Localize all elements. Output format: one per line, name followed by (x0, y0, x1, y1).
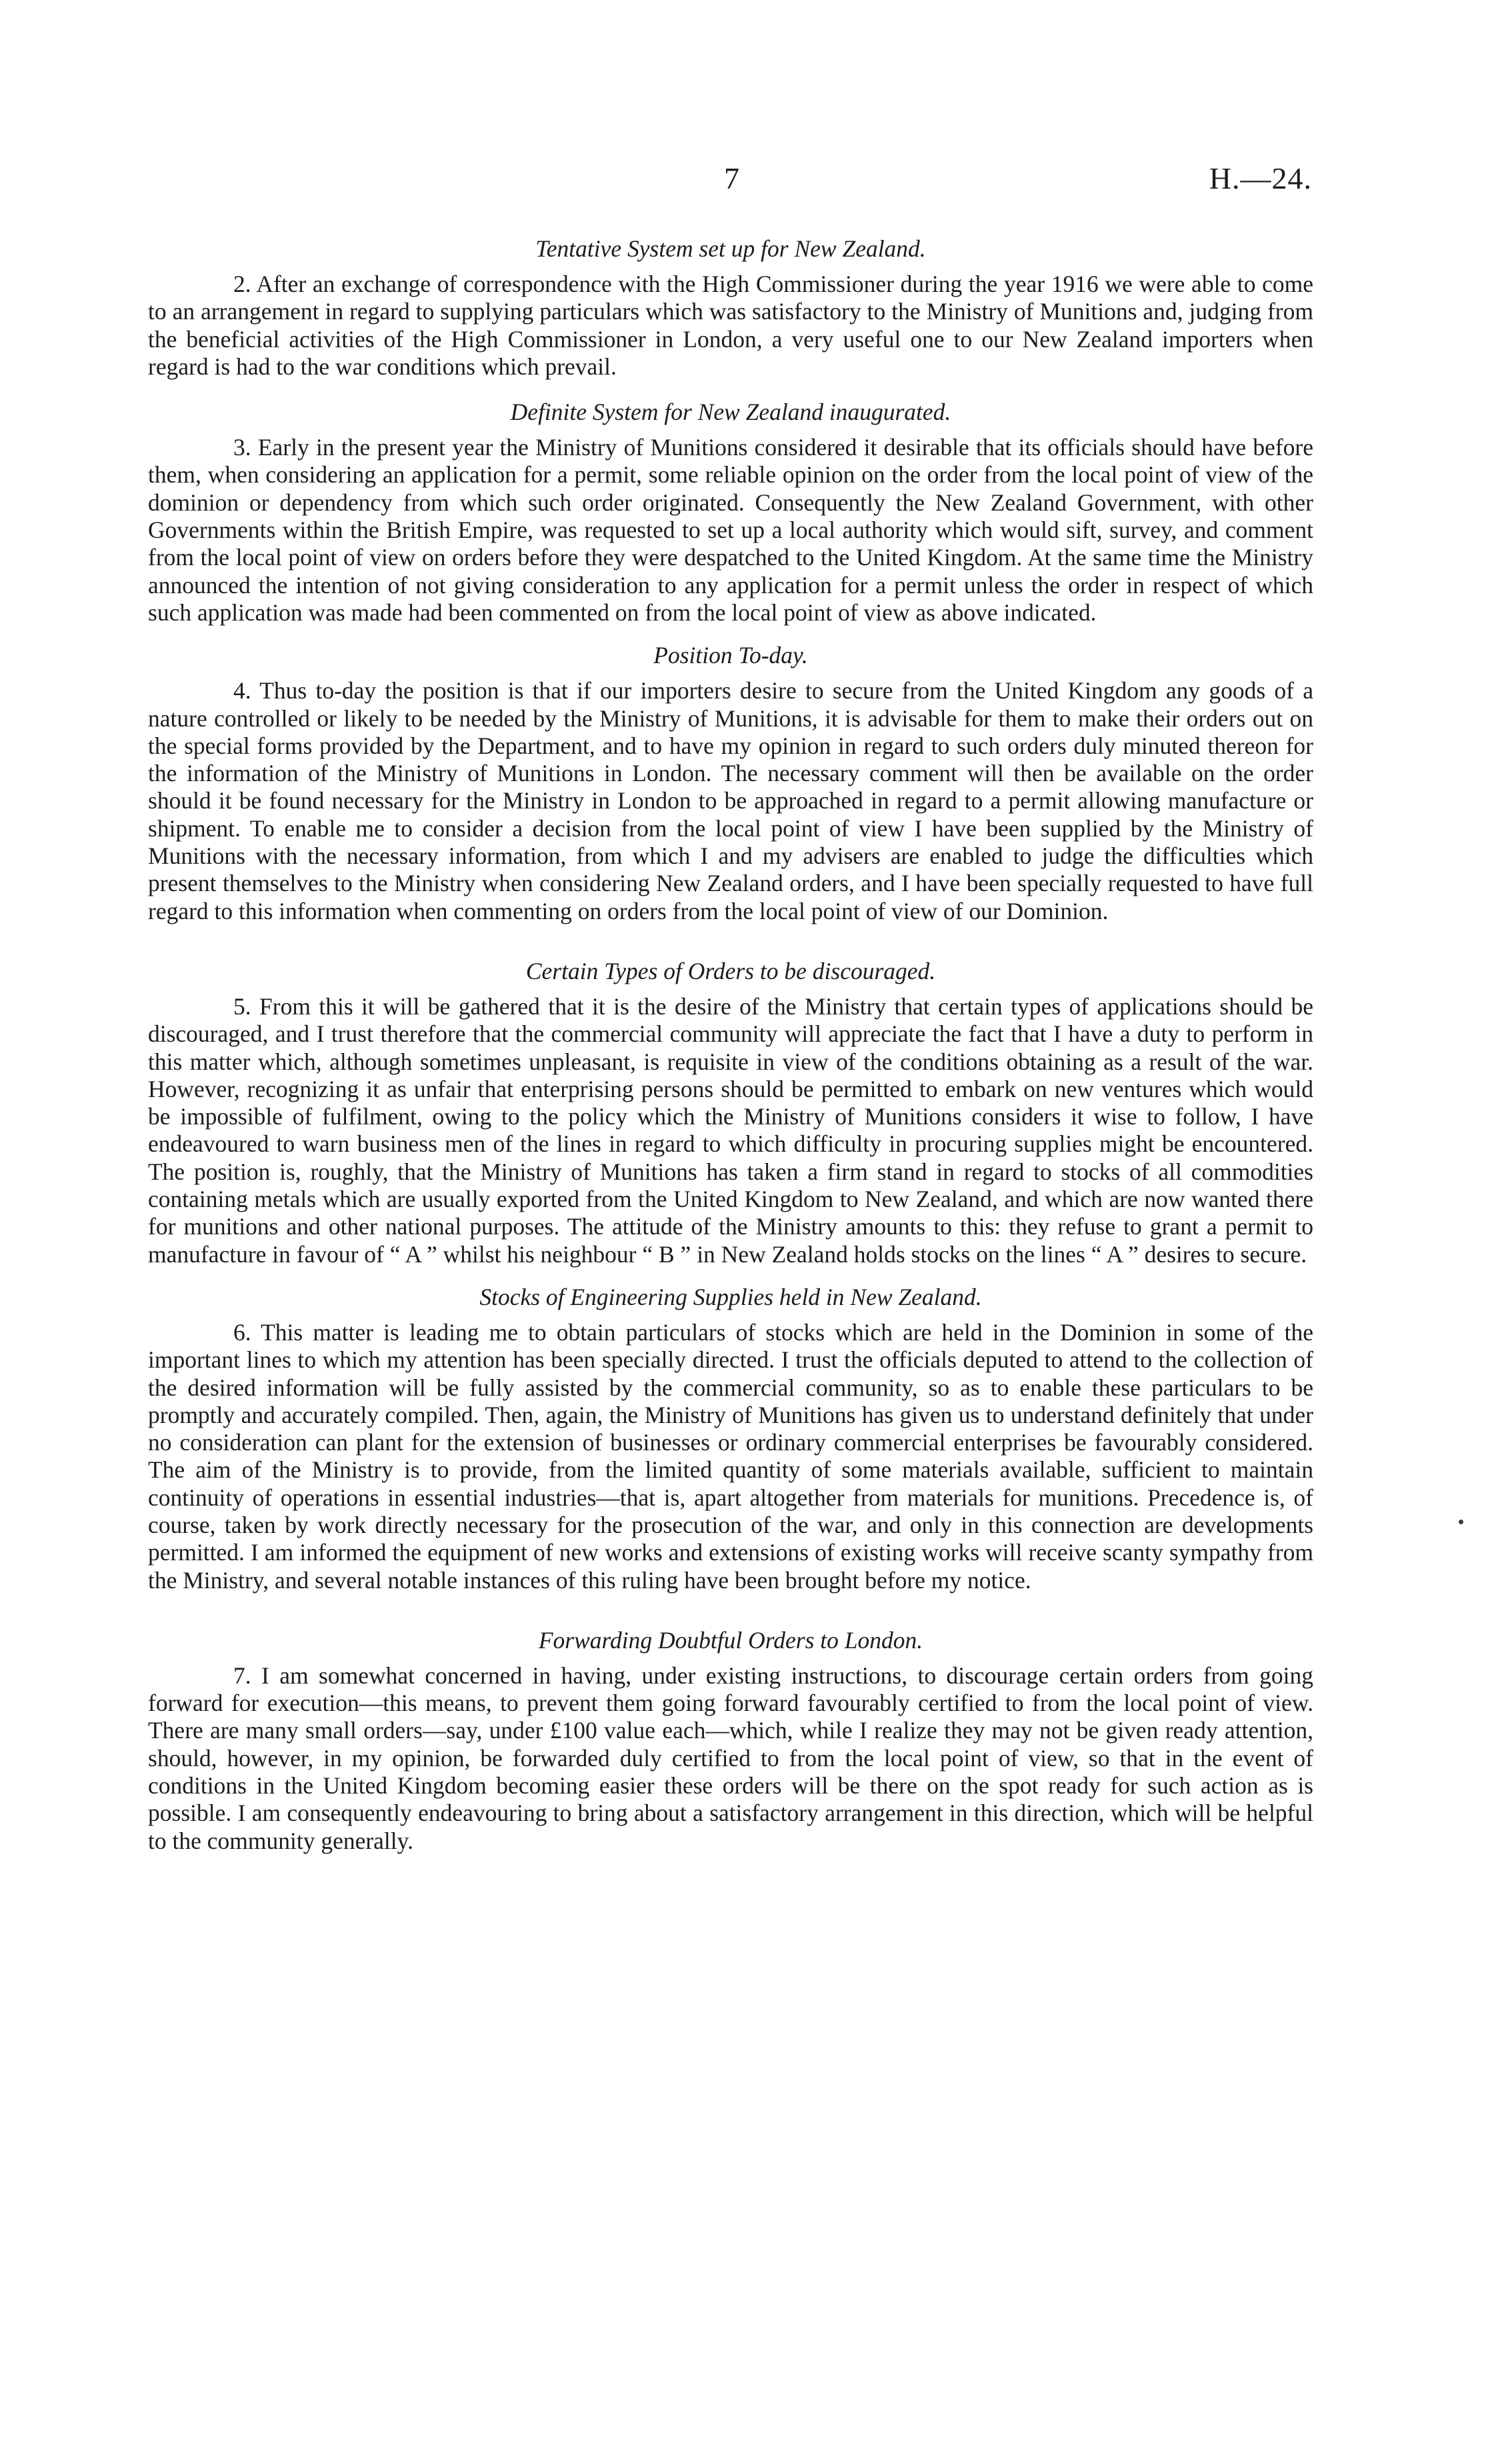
page-header (0, 159, 1512, 205)
section-heading: Stocks of Engineering Supplies held in New Zealand. (479, 1283, 982, 1310)
section-doubtful-orders (148, 1626, 1313, 1855)
scan-speck (1459, 1520, 1463, 1524)
section-position-today (148, 641, 1313, 925)
section-engineering-supplies (148, 1283, 1313, 1594)
section-heading: Definite System for New Zealand inaugurated. (510, 399, 951, 426)
section-heading: Certain Types of Orders to be discouraged. (525, 957, 936, 984)
page-number: 7 (724, 161, 739, 195)
section-orders-discouraged (148, 957, 1313, 1268)
section-tentative-system (148, 235, 1313, 381)
section-paragraph: 5. From this it will be gathered that it is the desire of the Ministry that certain types of applications should be discouraged, and I trust therefore that the commercial community will appreciate the fact that I have a duty to perform in this matter which, although sometimes unpleasant, is requisite in view of the conditions obtaining as a result of the war. However, recognizing it as unfair that enterprising persons should be permitted to embark on new ventures which would be impossible of fulfilment, owing to the policy which the Ministry of Munitions considers it wise to follow, I have endeavoured to warn business men of the lines in regard to which difficulty in procuring supplies might be encountered. The position is, roughly, that the Ministry of Munitions has taken a firm stand in regard to stocks of all commodities containing metals which are usually exported from the United Kingdom to New Zealand, and which are now wanted there for munitions and other national purposes. The attitude of the Ministry amounts to this: they refuse to grant a permit to manufacture in favour of “ A ” whilst his neighbour “ B ” in New Zealand holds stocks on the lines “ A ” desires to secure. (148, 992, 1313, 1268)
document-reference: H.—24. (1209, 161, 1312, 195)
section-paragraph: 3. Early in the present year the Ministry of Munitions considered it desirable that its officials should have before them, when considering an application for a permit, some reliable opinion on the order from the local point of view of the dominion or dependency from which such order originated. Consequently the New Zealand Government, with other Governments within the British Empire, was requested to set up a local authority which would sift, survey, and comment from the local point of view on orders before they were despatched to the United Kingdom. At the same time the Ministry announced the intention of not giving consideration to any application for a permit unless the order in respect of which such application was made had been commented on from the local point of view as above indicated. (148, 434, 1313, 626)
section-heading: Forwarding Doubtful Orders to London. (538, 1626, 923, 1654)
section-definite-system (148, 398, 1313, 626)
section-heading: Position To-day. (653, 642, 808, 669)
section-paragraph: 7. I am somewhat concerned in having, under existing instructions, to discourage certain orders from going forward for execution—this means, to prevent them going forward favourably certified to from the local point of view. There are many small orders—say, under £100 value each—which, while I realize they may not be given ready attention, should, however, in my opinion, be forwarded duly certified to from the local point of view, so that in the event of conditions in the United Kingdom becoming easier these orders will be there on the spot ready for such action as is possible. I am consequently endeavouring to bring about a satisfactory arrangement in this direction, which will be helpful to the community generally. (148, 1662, 1313, 1854)
section-paragraph: 2. After an exchange of correspondence with the High Commissioner during the year 1916 we were able to come to an arrangement in regard to supplying particulars which was satisfactory to the Ministry of Munitions and, judging from the beneficial activities of the High Commissioner in London, a very useful one to our New Zealand importers when regard is had to the war conditions which prevail. (148, 271, 1313, 380)
section-paragraph: 6. This matter is leading me to obtain particulars of stocks which are held in the Dominion in some of the important lines to which my attention has been specially directed. I trust the officials deputed to attend to the collection of the desired information will be fully assisted by the commercial community, so as to enable these particulars to be promptly and accurately compiled. Then, again, the Ministry of Munitions has given us to understand definitely that under no consideration can plant for the extension of businesses or ordinary commercial enterprises be favourably considered. The aim of the Ministry is to provide, from the limited quantity of some materials available, sufficient to maintain continuity of operations in essential industries—that is, apart altogether from materials for munitions. Precedence is, of course, taken by work directly necessary for the prosecution of the war, and only in this connection are developments permitted. I am informed the equipment of new works and extensions of existing works will receive scanty sympathy from the Ministry, and several notable instances of this ruling have been brought before my notice. (148, 1318, 1313, 1594)
section-paragraph: 4. Thus to-day the position is that if our importers desire to secure from the United Kingdom any goods of a nature controlled or likely to be needed by the Ministry of Munitions, it is advisable for them to make their orders out on the special forms provided by the Department, and to have my opinion in regard to such orders duly minuted thereon for the information of the Ministry of Munitions in London. The necessary comment will then be available on the order should it be found necessary for the Ministry in London to be approached in regard to a permit allowing manufacture or shipment. To enable me to consider a decision from the local point of view I have been supplied by the Ministry of Munitions with the necessary information, from which I and my advisers are enabled to judge the difficulties which present themselves to the Ministry when considering New Zealand orders, and I have been specially requested to have full regard to this information when commenting on orders from the local point of view of our Dominion. (148, 677, 1313, 924)
document-body (148, 235, 1313, 1855)
section-heading: Tentative System set up for New Zealand. (535, 235, 926, 262)
